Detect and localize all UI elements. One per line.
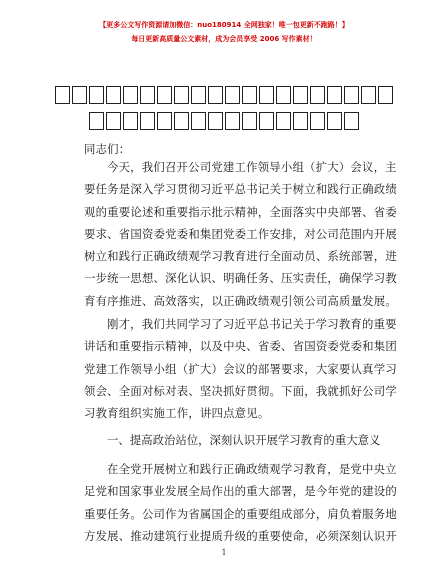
paragraph-line: 重要任务。公司作为省属国企的重要组成部分，肩负着服务地 bbox=[84, 506, 397, 521]
missing-glyph-box bbox=[123, 86, 138, 104]
missing-glyph-box bbox=[293, 86, 308, 104]
paragraph-line: 讲话和重要指示精神，以及中央、省委、省国资委党委和集团 bbox=[84, 339, 397, 354]
missing-glyph-box bbox=[208, 112, 223, 130]
missing-glyph-box bbox=[242, 86, 257, 104]
missing-glyph-box bbox=[276, 86, 291, 104]
missing-glyph-box bbox=[157, 112, 172, 130]
missing-glyph-box bbox=[191, 86, 206, 104]
paragraph-line: 在全党开展树立和践行正确政绩观学习教育，是党中央立 bbox=[107, 462, 397, 476]
missing-glyph-box bbox=[225, 86, 240, 104]
paragraph-line: 党建工作领导小组（扩大）会议的部署要求，大家要认真学习 bbox=[84, 361, 397, 376]
section-heading-1: 一、提高政治站位，深刻认识开展学习教育的重大意义 bbox=[107, 433, 381, 447]
missing-glyph-box bbox=[106, 112, 121, 130]
missing-glyph-box bbox=[242, 112, 257, 130]
missing-glyph-box bbox=[55, 86, 70, 104]
page-number: 1 bbox=[221, 548, 227, 557]
missing-glyph-box bbox=[259, 112, 274, 130]
missing-glyph-box bbox=[361, 86, 376, 104]
promo-banner-line-1: 【更多公文写作资源请加微信：nuo180914 全网独家！唯一包更新不跑路！】 bbox=[99, 21, 349, 29]
document-title-line-2 bbox=[0, 106, 448, 132]
missing-glyph-box bbox=[293, 112, 308, 130]
missing-glyph-box bbox=[157, 86, 172, 104]
missing-glyph-box bbox=[174, 86, 189, 104]
missing-glyph-box bbox=[344, 112, 359, 130]
paragraph-line: 要任务是深入学习贯彻习近平总书记关于树立和践行正确政绩 bbox=[84, 182, 397, 197]
missing-glyph-box bbox=[191, 112, 206, 130]
paragraph-1 bbox=[84, 156, 397, 312]
paragraph-line: 习教育组织实施工作，讲四点意见。 bbox=[84, 406, 270, 421]
missing-glyph-box bbox=[344, 86, 359, 104]
missing-glyph-box bbox=[225, 112, 240, 130]
missing-glyph-box bbox=[174, 112, 189, 130]
paragraph-line: 刚才，我们共同学习了习近平总书记关于学习教育的重要 bbox=[107, 317, 397, 331]
missing-glyph-box bbox=[310, 112, 325, 130]
paragraph-line: 足党和国家事业发展全局作出的重大部署，是今年党的建设的 bbox=[84, 484, 397, 499]
missing-glyph-box bbox=[140, 112, 155, 130]
paragraph-line: 观的重要论述和重要指示批示精神，全面落实中央部署、省委 bbox=[84, 204, 397, 219]
paragraph-line: 要求、省国资委党委和集团党委工作安排，对公司范围内开展 bbox=[84, 226, 397, 241]
missing-glyph-box bbox=[106, 86, 121, 104]
promo-banner-line-2: 每日更新高质量公文素材，成为会员享受 2006 写作素材！ bbox=[131, 35, 317, 43]
missing-glyph-box bbox=[208, 86, 223, 104]
paragraph-line: 一步统一思想、深化认识、明确任务、压实责任，确保学习教 bbox=[84, 271, 397, 286]
missing-glyph-box bbox=[89, 112, 104, 130]
paragraph-line: 育有序推进、高效落实，以正确政绩观引领公司高质量发展。 bbox=[84, 293, 397, 308]
missing-glyph-box bbox=[276, 112, 291, 130]
paragraph-line: 今天，我们召开公司党建工作领导小组（扩大）会议，主 bbox=[107, 160, 397, 174]
missing-glyph-box bbox=[378, 86, 393, 104]
paragraph-2 bbox=[84, 313, 397, 424]
missing-glyph-box bbox=[310, 86, 325, 104]
missing-glyph-box bbox=[89, 86, 104, 104]
missing-glyph-box bbox=[123, 112, 138, 130]
paragraph-line: 树立和践行正确政绩观学习教育进行全面动员、系统部署，进 bbox=[84, 249, 397, 264]
document-title-line-1 bbox=[0, 80, 448, 106]
paragraph-line: 方发展、推动建筑行业提质升级的重要使命，必须深刻认识开 bbox=[84, 528, 397, 543]
missing-glyph-box bbox=[72, 86, 87, 104]
paragraph-3 bbox=[84, 458, 397, 547]
missing-glyph-box bbox=[140, 86, 155, 104]
missing-glyph-box bbox=[327, 86, 342, 104]
missing-glyph-box bbox=[259, 86, 274, 104]
missing-glyph-box bbox=[327, 112, 342, 130]
paragraph-line: 领会、全面对标对表、坚决抓好贯彻。下面，我就抓好公司学 bbox=[84, 383, 397, 398]
salutation: 同志们： bbox=[84, 142, 131, 156]
